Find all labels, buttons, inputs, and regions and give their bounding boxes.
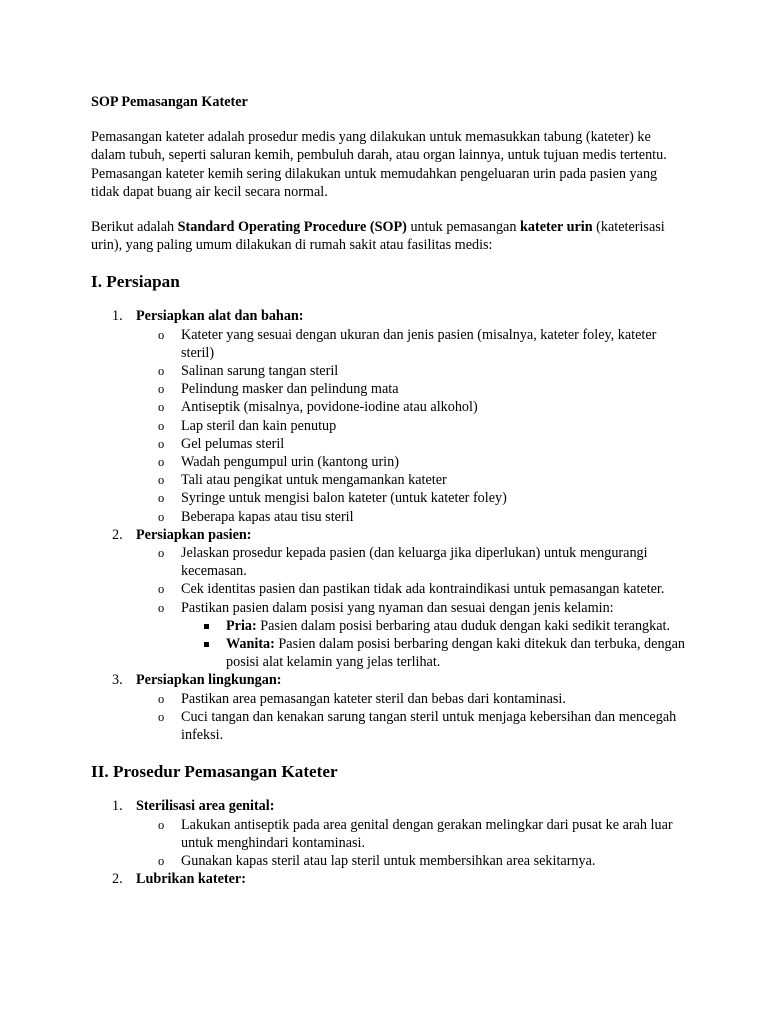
position-label: Pria: bbox=[226, 617, 257, 634]
list-item bbox=[136, 690, 688, 708]
intro-sop-bold-2: kateter urin bbox=[519, 219, 593, 236]
step-title: Persiapkan pasien: bbox=[136, 526, 252, 543]
list-item-text: Gunakan kapas steril atau lap steril untuk membersihkan area sekitarnya. bbox=[181, 852, 596, 869]
position-label: Wanita: bbox=[226, 636, 275, 653]
list-item bbox=[136, 489, 688, 507]
bullet-o-icon: o bbox=[158, 436, 165, 451]
list-item bbox=[136, 580, 688, 598]
list-item bbox=[136, 362, 688, 380]
step-bullet-list bbox=[136, 690, 688, 745]
step-number: 2. bbox=[112, 526, 123, 543]
document-title: SOP Pemasangan Kateter bbox=[91, 94, 248, 110]
list-item-text: Salinan sarung tangan steril bbox=[181, 363, 339, 380]
bullet-o-icon: o bbox=[158, 582, 165, 597]
bullet-o-icon: o bbox=[158, 853, 165, 868]
step-bullet-list bbox=[136, 326, 688, 526]
list-item-text: Kateter yang sesuai dengan ukuran dan jenis pasien (misalnya, kateter foley, kateter steril) bbox=[181, 326, 657, 361]
list-item-text: Jelaskan prosedur kepada pasien (dan keluarga jika diperlukan) untuk mengurangi kecemasan. bbox=[181, 545, 648, 580]
square-bullet-icon bbox=[204, 624, 209, 629]
bullet-o-icon: o bbox=[158, 327, 165, 342]
step-item bbox=[91, 307, 688, 525]
list-item bbox=[136, 453, 688, 471]
prosedur-steps bbox=[91, 797, 688, 888]
bullet-o-icon: o bbox=[158, 364, 165, 379]
list-item bbox=[181, 635, 688, 671]
bullet-o-icon: o bbox=[158, 491, 165, 506]
step-title: Lubrikan kateter: bbox=[136, 871, 246, 888]
bullet-o-icon: o bbox=[158, 418, 165, 433]
step-number: 1. bbox=[112, 308, 123, 325]
bullet-o-icon: o bbox=[158, 400, 165, 415]
bullet-o-icon: o bbox=[158, 546, 165, 561]
step-bullet-list bbox=[136, 816, 688, 871]
square-bullet-icon bbox=[204, 642, 209, 647]
list-item-text: Pastikan pasien dalam posisi yang nyaman dan sesuai dengan jenis kelamin: bbox=[181, 599, 614, 616]
gender-position-list bbox=[181, 617, 688, 672]
bullet-o-icon: o bbox=[158, 509, 165, 524]
intro-paragraph: Pemasangan kateter adalah prosedur medis yang dilakukan untuk memasukkan tabung (kateter) ke dalam tubuh, seperti saluran kemih, pembuluh darah, atau organ lainnya, untuk tujuan medis tertentu. Pemasangan kateter kemih sering dilakukan untuk memudahkan pengeluaran urin pada pasien yang tidak dapat buang air kecil secara normal. bbox=[91, 129, 667, 200]
list-item-text: Antiseptik (misalnya, povidone-iodine atau alkohol) bbox=[181, 399, 478, 416]
intro-sop-paragraph bbox=[91, 218, 688, 254]
list-item bbox=[181, 617, 688, 635]
list-item bbox=[136, 380, 688, 398]
list-item bbox=[136, 417, 688, 435]
list-item bbox=[136, 508, 688, 526]
list-item-text: Pastikan area pemasangan kateter steril dan bebas dari kontaminasi. bbox=[181, 690, 566, 707]
bullet-o-icon: o bbox=[158, 709, 165, 724]
persiapan-steps bbox=[91, 307, 688, 744]
intro-sop-text-1: Berikut adalah bbox=[91, 219, 178, 236]
step-number: 3. bbox=[112, 672, 123, 689]
section-heading-persiapan: I. Persiapan bbox=[91, 272, 180, 292]
list-item bbox=[136, 708, 688, 744]
list-item bbox=[136, 852, 688, 870]
list-item bbox=[136, 435, 688, 453]
bullet-o-icon: o bbox=[158, 691, 165, 706]
step-item bbox=[91, 671, 688, 744]
position-text: Pasien dalam posisi berbaring atau duduk dengan kaki sedikit terangkat. bbox=[256, 617, 671, 634]
step-item bbox=[91, 797, 688, 870]
step-item bbox=[91, 870, 688, 888]
step-title: Sterilisasi area genital: bbox=[136, 798, 275, 815]
bullet-o-icon: o bbox=[158, 817, 165, 832]
step-bullet-list bbox=[136, 544, 688, 671]
list-item bbox=[136, 816, 688, 852]
bullet-o-icon: o bbox=[158, 382, 165, 397]
list-item bbox=[136, 544, 688, 580]
step-title: Persiapkan lingkungan: bbox=[136, 672, 282, 689]
step-item bbox=[91, 526, 688, 672]
list-item-text: Tali atau pengikat untuk mengamankan kateter bbox=[181, 472, 447, 489]
intro-sop-bold-1: Standard Operating Procedure (SOP) bbox=[177, 219, 407, 236]
list-item-text: Pelindung masker dan pelindung mata bbox=[181, 381, 399, 398]
bullet-o-icon: o bbox=[158, 473, 165, 488]
bullet-o-icon: o bbox=[158, 455, 165, 470]
list-item bbox=[136, 326, 688, 362]
list-item-text: Gel pelumas steril bbox=[181, 435, 285, 452]
list-item-text: Lap steril dan kain penutup bbox=[181, 417, 337, 434]
section-heading-prosedur: II. Prosedur Pemasangan Kateter bbox=[91, 762, 338, 782]
list-item-text: Syringe untuk mengisi balon kateter (untuk kateter foley) bbox=[181, 490, 507, 507]
bullet-o-icon: o bbox=[158, 600, 165, 615]
intro-sop-text-3: (kateterisasi urin), yang paling umum dilakukan di rumah sakit atau fasilitas medis: bbox=[91, 219, 665, 254]
position-text: Pasien dalam posisi berbaring dengan kaki ditekuk dan terbuka, dengan posisi alat kelamin yang jelas terlihat. bbox=[226, 636, 686, 671]
step-title: Persiapkan alat dan bahan: bbox=[136, 308, 304, 325]
step-number: 1. bbox=[112, 798, 123, 815]
list-item-text: Cek identitas pasien dan pastikan tidak ada kontraindikasi untuk pemasangan kateter. bbox=[181, 581, 665, 598]
list-item bbox=[136, 471, 688, 489]
list-item-text: Lakukan antiseptik pada area genital dengan gerakan melingkar dari pusat ke arah luar untuk menghindari kontaminasi. bbox=[181, 816, 673, 851]
list-item bbox=[136, 398, 688, 416]
list-item-text: Cuci tangan dan kenakan sarung tangan steril untuk menjaga kebersihan dan mencegah infeksi. bbox=[181, 708, 677, 744]
list-item-text: Wadah pengumpul urin (kantong urin) bbox=[181, 454, 399, 471]
step-number: 2. bbox=[112, 871, 123, 888]
list-item-text: Beberapa kapas atau tisu steril bbox=[181, 508, 354, 525]
intro-sop-text-2: untuk pemasangan bbox=[406, 219, 520, 236]
list-item bbox=[136, 599, 688, 672]
